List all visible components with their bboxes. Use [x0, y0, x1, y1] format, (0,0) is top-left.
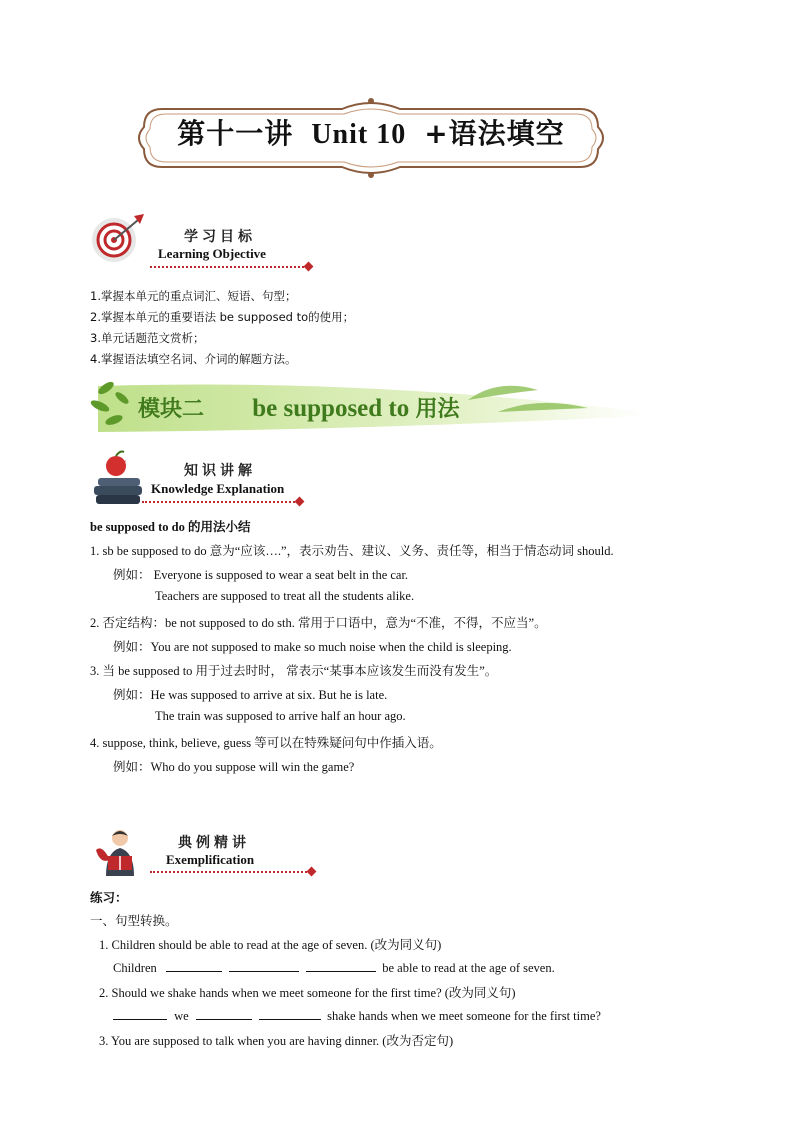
knowledge-example: 例如： Everyone is supposed to wear a seat belt in the car. [113, 568, 409, 582]
practice-label: 练习： [90, 890, 128, 905]
module-topic-en: be supposed to [252, 395, 410, 422]
knowledge-divider [142, 501, 298, 503]
answer-line-2 [113, 1007, 601, 1024]
answer-2-mid: we [174, 1009, 189, 1023]
question-3: 3. You are supposed to talk when you are having dinner. (改为否定句) [99, 1034, 454, 1048]
knowledge-example: 例如：He was supposed to arrive at six. But he is late. [113, 688, 388, 702]
question-1: 1. Children should be able to read at the age of seven. (改为同义句) [99, 938, 442, 952]
module-label: 模块二 [138, 397, 205, 422]
knowledge-example: The train was supposed to arrive half an hour ago. [155, 709, 406, 723]
question-2: 2. Should we shake hands when we meet someone for the first time? (改为同义句) [99, 986, 516, 1000]
example-diamond [307, 867, 317, 877]
knowledge-example: Teachers are supposed to treat all the students alike. [155, 589, 415, 603]
knowledge-example: 例如：Who do you suppose will win the game? [113, 760, 355, 774]
answer-blank[interactable] [166, 959, 222, 972]
objective-heading-cn: 学习目标 [184, 229, 256, 245]
knowledge-point: 1. sb be supposed to do 意为“应该….”，表示劝告、建议、义务、责任等，相当于情态动词 should. [90, 544, 614, 558]
knowledge-heading-cn: 知识讲解 [184, 463, 256, 479]
module-title [138, 392, 460, 423]
knowledge-point: 3. 当 be supposed to 用于过去时时， 常表示“某事本应该发生而没有发生”。 [90, 664, 498, 678]
teacher-reading-icon [92, 826, 148, 878]
example-heading-en: Exemplification [166, 852, 255, 867]
summary-title: be supposed to do 的用法小结 [90, 520, 251, 534]
part-heading: 一、句型转换。 [90, 913, 178, 928]
objective-divider [150, 266, 308, 268]
answer-blank[interactable] [259, 1007, 321, 1020]
answer-blank[interactable] [113, 1007, 167, 1020]
knowledge-point: 4. suppose, think, believe, guess 等可以在特殊疑问句中作插入语。 [90, 736, 442, 750]
title-unit: Unit 10 [311, 119, 407, 150]
objective-item: 2.掌握本单元的重要语法 be supposed to的使用； [90, 310, 355, 324]
objective-diamond [304, 262, 314, 272]
knowledge-heading-en: Knowledge Explanation [151, 481, 285, 496]
objective-heading-en: Learning Objective [158, 246, 266, 261]
example-divider [150, 871, 310, 873]
title-cn-prefix: 第十一讲 [177, 117, 294, 150]
module-topic-cn: 用法 [415, 397, 460, 422]
target-icon [90, 208, 148, 266]
title-suffix: +语法填空 [424, 117, 565, 150]
answer-1-end: be able to read at the age of seven. [382, 961, 555, 975]
answer-2-end: shake hands when we meet someone for the first time? [327, 1009, 601, 1023]
objective-list [90, 286, 354, 370]
page-title [132, 112, 610, 152]
example-heading-cn: 典例精讲 [178, 835, 250, 851]
answer-blank[interactable] [229, 959, 299, 972]
answer-blank[interactable] [306, 959, 376, 972]
books-apple-icon [92, 450, 148, 506]
knowledge-example: 例如：You are not supposed to make so much noise when the child is sleeping. [113, 640, 512, 654]
answer-blank[interactable] [196, 1007, 252, 1020]
knowledge-diamond [295, 497, 305, 507]
knowledge-point: 2. 否定结构：be not supposed to do sth. 常用于口语中，意为“不准，不得，不应当”。 [90, 616, 547, 630]
objective-item: 3.单元话题范文赏析； [90, 331, 205, 345]
answer-line-1 [113, 959, 555, 976]
answer-1-start: Children [113, 961, 157, 975]
objective-item: 1.掌握本单元的重点词汇、短语、句型； [90, 289, 297, 303]
objective-item: 4.掌握语法填空名词、介词的解题方法。 [90, 352, 297, 366]
